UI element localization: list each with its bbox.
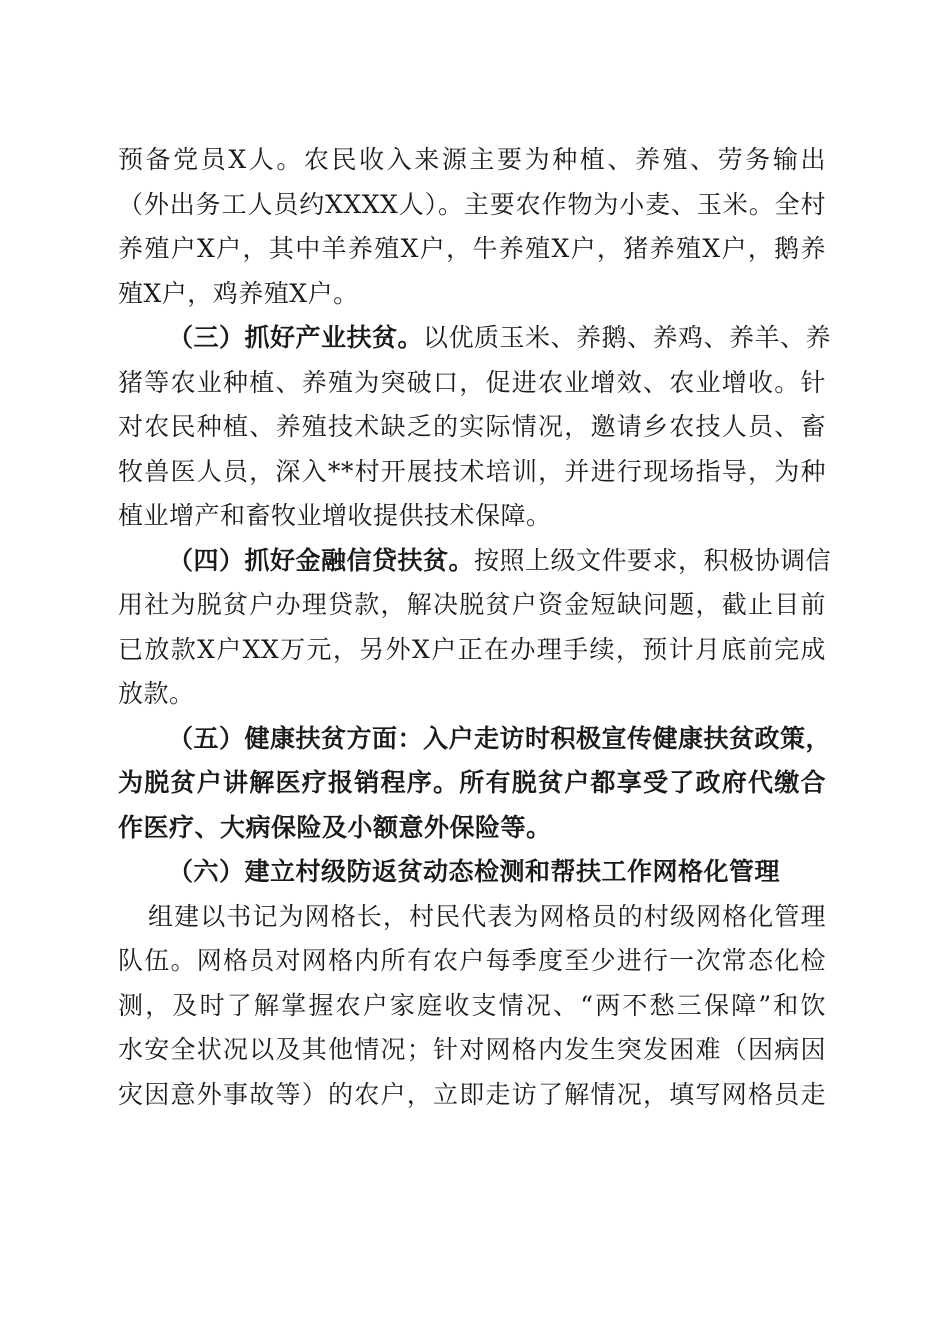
paragraph-grid-management <box>118 895 826 1118</box>
text-line: 已放款X户XX万元，另外X户正在办理手续，预计月底前完成 <box>118 634 826 664</box>
text-line: 牧兽医人员，深入**村开展技术培训，并进行现场指导，为种 <box>118 456 826 486</box>
text-line <box>118 316 832 361</box>
text-line: 为脱贫户讲解医疗报销程序。所有脱贫户都享受了政府代缴合 <box>118 768 826 797</box>
text-line: 测，及时了解掌握农户家庭收支情况、“两不愁三保障”和饮 <box>118 990 826 1020</box>
text-line: 猪等农业种植、养殖为突破口，促进农业增效、农业增收。针 <box>118 367 826 397</box>
text-line: 殖X户，鸡养殖X户。 <box>118 278 359 308</box>
text-line: 植业增产和畜牧业增收提供技术保障。 <box>118 501 552 530</box>
text-line: 队伍。网格员对网格内所有农户每季度至少进行一次常态化检 <box>118 946 826 975</box>
text-line: 作医疗、大病保险及小额意外保险等。 <box>118 812 552 842</box>
document-page <box>118 138 832 1117</box>
paragraph-village-overview <box>118 138 826 316</box>
text-line: 养殖户X户，其中羊养殖X户，牛养殖X户，猪养殖X户，鹅养 <box>118 234 826 263</box>
paragraph-industry-poverty <box>118 316 832 539</box>
text-line: 用社为脱贫户办理贷款，解决脱贫户资金短缺问题，截止目前 <box>118 590 826 619</box>
text-span: 以优质玉米、养鹅、养鸡、养羊、养 <box>423 323 832 352</box>
text-line: （五）健康扶贫方面：入户走访时积极宣传健康扶贫政策， <box>168 723 832 753</box>
paragraph-health-poverty <box>118 717 832 851</box>
text-line <box>118 539 832 584</box>
text-line: 灾因意外事故等）的农户，立即走访了解情况，填写网格员走 <box>118 1079 826 1109</box>
text-span: 按照上级文件要求，积极协调信 <box>474 545 832 575</box>
section-heading: （六）建立村级防返贫动态检测和帮扶工作网格化管理 <box>168 857 781 886</box>
paragraph-grid-management-heading <box>118 850 826 895</box>
text-line: （外出务工人员约XXXX人）。主要农作物为小麦、玉米。全村 <box>118 189 826 219</box>
text-line: 组建以书记为网格长，村民代表为网格员的村级网格化管理 <box>148 901 826 931</box>
text-line: 对农民种植、养殖技术缺乏的实际情况，邀请乡农技人员、畜 <box>118 412 826 441</box>
text-line: 水安全状况以及其他情况；针对网格内发生突发困难（因病因 <box>118 1035 826 1064</box>
text-line: 放款。 <box>118 679 195 708</box>
section-heading: （三）抓好产业扶贫。 <box>168 323 424 352</box>
paragraph-financial-credit <box>118 539 832 717</box>
section-heading: （四）抓好金融信贷扶贫。 <box>168 545 475 575</box>
text-line: 预备党员X人。农民收入来源主要为种植、养殖、劳务输出 <box>118 145 826 174</box>
